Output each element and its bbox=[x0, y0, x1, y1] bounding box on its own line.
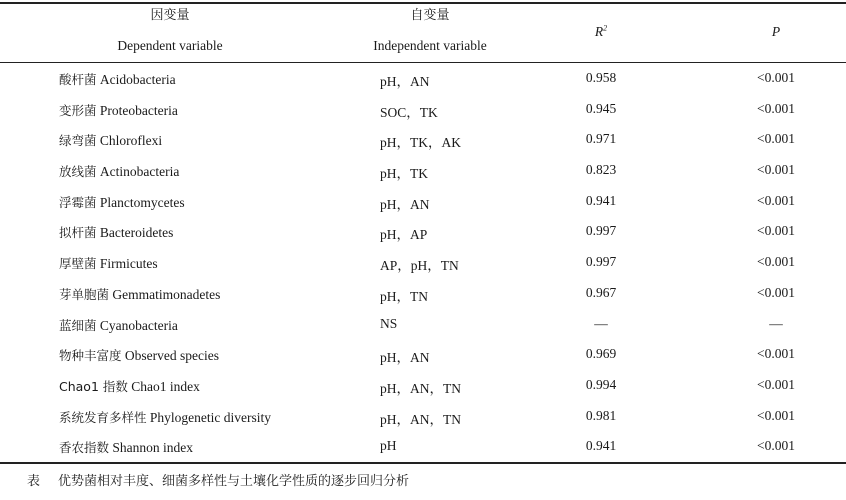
dependent-variable-cell bbox=[59, 346, 219, 364]
header-independent-en: Independent variable bbox=[373, 38, 487, 53]
header-dependent bbox=[95, 8, 245, 54]
independent-variable-cell: SOC，TK bbox=[380, 104, 438, 120]
dependent-variable-en: Bacteroidetes bbox=[99, 225, 174, 241]
r2-cell: 0.941 bbox=[585, 438, 617, 454]
header-r2-base: R bbox=[594, 24, 604, 39]
dependent-variable-cn: 放线菌 bbox=[59, 164, 97, 180]
independent-variable-cell: pH，AP bbox=[380, 227, 428, 243]
table-caption bbox=[27, 470, 409, 489]
dependent-variable-en: Proteobacteria bbox=[99, 102, 178, 118]
dependent-variable-cell bbox=[59, 285, 220, 303]
header-dependent-cn: 因变量 bbox=[150, 8, 190, 23]
dependent-variable-en: Phylogenetic diversity bbox=[149, 409, 271, 425]
table-row bbox=[0, 63, 846, 94]
dependent-variable-cn: Chao1 指数 bbox=[59, 378, 128, 394]
r2-cell: 0.823 bbox=[585, 162, 617, 178]
table-row bbox=[0, 370, 846, 401]
header-r2 bbox=[560, 24, 642, 40]
independent-variable-cell: AP，pH，TN bbox=[380, 258, 459, 274]
table-row bbox=[0, 309, 846, 340]
header-independent-cn: 自变量 bbox=[410, 8, 450, 23]
table-row bbox=[0, 247, 846, 278]
r2-cell: 0.981 bbox=[585, 407, 617, 423]
p-value-cell: <0.001 bbox=[757, 100, 795, 116]
dependent-variable-cn: 厚壁菌 bbox=[59, 256, 97, 272]
dependent-variable-cn: 绿弯菌 bbox=[59, 133, 97, 149]
independent-variable-cell: pH，TK，AK bbox=[380, 135, 461, 151]
table-row bbox=[0, 278, 846, 309]
header-r2-sup: 2 bbox=[603, 23, 608, 33]
independent-variable-cell: pH，AN bbox=[380, 74, 430, 89]
r2-cell: 0.997 bbox=[585, 223, 617, 239]
dependent-variable-cn: 香农指数 bbox=[59, 440, 110, 456]
dependent-variable-cn: 物种丰富度 bbox=[59, 348, 122, 364]
r2-cell: 0.997 bbox=[585, 254, 617, 270]
dependent-variable-cell bbox=[59, 408, 271, 426]
table-bottom-rule bbox=[0, 462, 846, 464]
dependent-variable-cell bbox=[59, 254, 158, 272]
dependent-variable-cell bbox=[59, 131, 162, 149]
dependent-variable-cell bbox=[59, 316, 178, 334]
header-p: P bbox=[771, 24, 781, 39]
table-row bbox=[0, 339, 846, 370]
table-row bbox=[0, 155, 846, 186]
dependent-variable-cn: 芽单胞菌 bbox=[59, 286, 110, 302]
independent-variable-cell: pH，AN，TN bbox=[380, 380, 461, 396]
dependent-variable-cn: 变形菌 bbox=[59, 102, 97, 118]
header-independent bbox=[345, 8, 515, 54]
independent-variable-cell: pH，AN bbox=[380, 196, 430, 212]
r2-cell: 0.971 bbox=[585, 131, 617, 147]
dependent-variable-cn: 蓝细菌 bbox=[59, 317, 97, 333]
dependent-variable-en: Shannon index bbox=[112, 440, 194, 456]
independent-variable-cell: pH，TN bbox=[380, 288, 428, 304]
r2-cell: 0.967 bbox=[585, 284, 617, 300]
dependent-variable-cell bbox=[59, 70, 176, 88]
caption-label: 表 bbox=[27, 474, 41, 489]
dependent-variable-en: Firmicutes bbox=[99, 256, 158, 272]
table-body bbox=[0, 63, 846, 462]
dependent-variable-cell bbox=[59, 438, 193, 456]
table-row bbox=[0, 216, 846, 247]
r2-cell: 0.945 bbox=[585, 100, 617, 116]
dependent-variable-cell bbox=[59, 162, 179, 180]
p-value-cell: <0.001 bbox=[757, 438, 795, 454]
table-row bbox=[0, 431, 846, 462]
independent-variable-cell: pH，AN bbox=[380, 350, 430, 366]
table-row bbox=[0, 124, 846, 155]
dependent-variable-en: Observed species bbox=[124, 348, 219, 364]
p-value-cell: <0.001 bbox=[757, 254, 795, 270]
p-value-cell: <0.001 bbox=[757, 223, 795, 239]
p-value-cell: <0.001 bbox=[757, 346, 795, 362]
p-value-cell: — bbox=[769, 315, 783, 331]
dependent-variable-en: Planctomycetes bbox=[99, 194, 185, 210]
caption-text: 优势菌相对丰度、细菌多样性与土壤化学性质的逐步回归分析 bbox=[58, 474, 410, 489]
p-value-cell: <0.001 bbox=[757, 70, 795, 85]
dependent-variable-cn: 浮霉菌 bbox=[59, 194, 97, 210]
dependent-variable-en: Chao1 index bbox=[131, 378, 200, 394]
p-value-cell: <0.001 bbox=[757, 192, 795, 208]
r2-cell: 0.969 bbox=[585, 346, 617, 362]
dependent-variable-en: Gemmatimonadetes bbox=[112, 286, 221, 302]
dependent-variable-en: Actinobacteria bbox=[99, 164, 180, 180]
independent-variable-cell: pH bbox=[380, 438, 397, 454]
dependent-variable-en: Cyanobacteria bbox=[99, 317, 178, 333]
dependent-variable-cell bbox=[59, 223, 173, 241]
dependent-variable-cn: 酸杆菌 bbox=[59, 72, 97, 87]
p-value-cell: <0.001 bbox=[757, 162, 795, 178]
dependent-variable-en: Chloroflexi bbox=[99, 133, 163, 149]
table-row bbox=[0, 94, 846, 125]
dependent-variable-cell bbox=[59, 101, 178, 119]
dependent-variable-cn: 系统发育多样性 bbox=[59, 409, 147, 425]
r2-cell: 0.941 bbox=[585, 192, 617, 208]
p-value-cell: <0.001 bbox=[757, 376, 795, 392]
dependent-variable-cell bbox=[59, 377, 200, 395]
dependent-variable-cn: 拟杆菌 bbox=[59, 225, 97, 241]
independent-variable-cell: pH，AN，TN bbox=[380, 411, 461, 427]
p-value-cell: <0.001 bbox=[757, 131, 795, 147]
r2-cell: 0.958 bbox=[585, 70, 617, 85]
independent-variable-cell: NS bbox=[380, 315, 398, 331]
p-value-cell: <0.001 bbox=[757, 284, 795, 300]
independent-variable-cell: pH，TK bbox=[380, 166, 428, 182]
dependent-variable-en: Acidobacteria bbox=[99, 72, 176, 87]
r2-cell: — bbox=[594, 315, 608, 331]
header-dependent-en: Dependent variable bbox=[117, 38, 223, 53]
table-top-rule bbox=[0, 2, 846, 4]
table-row bbox=[0, 401, 846, 432]
p-value-cell: <0.001 bbox=[757, 407, 795, 423]
table-row bbox=[0, 186, 846, 217]
r2-cell: 0.994 bbox=[585, 376, 617, 392]
dependent-variable-cell bbox=[59, 193, 185, 211]
